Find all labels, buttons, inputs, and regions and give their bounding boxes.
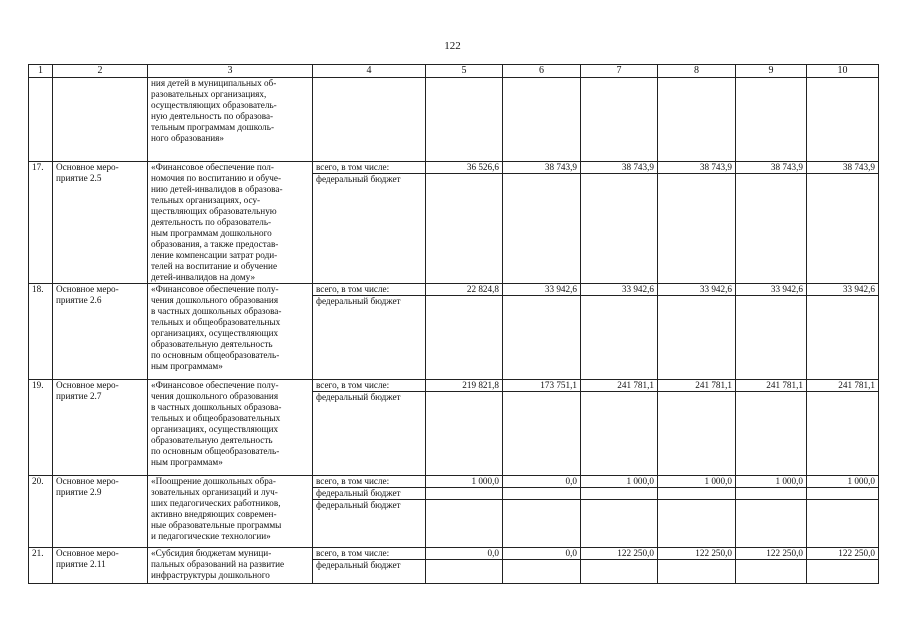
value-cell: 38 743,9: [807, 162, 879, 174]
value-cell: 0,0: [503, 476, 581, 488]
value-cell: [736, 296, 807, 380]
event-name: Основное меро- приятие 2.11: [53, 548, 148, 584]
funding-label: федеральный бюджет: [313, 560, 426, 584]
value-cell: [581, 296, 658, 380]
value-cell: 241 781,1: [658, 380, 736, 392]
value-cell: [807, 78, 879, 162]
value-cell: 38 743,9: [581, 162, 658, 174]
value-cell: [736, 174, 807, 284]
event-description: «Финансовое обеспечение полу- чения дошкольного образования в частных дошкольных образова- тельных и общеобразовательных организациях, осуществляющих образовательную деятельность по основным общеобразователь- ным программам»: [148, 380, 313, 476]
value-cell: [658, 174, 736, 284]
value-cell: [426, 560, 503, 584]
value-cell: [503, 296, 581, 380]
value-cell: [658, 78, 736, 162]
event-description: «Финансовое обеспечение полу- чения дошкольного образования в частных дошкольных образова- тельных и общеобразовательных организациях, осуществляющих образовательную деятельность по основным общеобразователь- ным программам»: [148, 284, 313, 380]
event-name: [53, 78, 148, 162]
value-cell: [503, 392, 581, 476]
funding-label: федеральный бюджет: [313, 296, 426, 380]
value-cell: 33 942,6: [658, 284, 736, 296]
row-number: 19.: [29, 380, 53, 476]
funding-label: [313, 78, 426, 162]
value-cell: 33 942,6: [736, 284, 807, 296]
value-cell: 0,0: [426, 548, 503, 560]
value-cell: 33 942,6: [581, 284, 658, 296]
value-cell: [426, 78, 503, 162]
value-cell: [426, 296, 503, 380]
value-cell: [503, 560, 581, 584]
header-cell: 4: [313, 65, 426, 78]
header-cell: 7: [581, 65, 658, 78]
value-cell: [736, 392, 807, 476]
table-row: [29, 476, 879, 488]
value-cell: [807, 174, 879, 284]
row-number: [29, 78, 53, 162]
value-cell: [581, 560, 658, 584]
header-cell: 10: [807, 65, 879, 78]
value-cell: 122 250,0: [807, 548, 879, 560]
value-cell: 1 000,0: [658, 476, 736, 488]
value-cell: [581, 488, 658, 500]
value-cell: 241 781,1: [807, 380, 879, 392]
table-row: [29, 162, 879, 174]
funding-label: федеральный бюджет: [313, 488, 426, 500]
header-cell: 8: [658, 65, 736, 78]
row-number: 21.: [29, 548, 53, 584]
value-cell: 36 526,6: [426, 162, 503, 174]
value-cell: [736, 488, 807, 500]
column-number-row: [29, 65, 879, 78]
page-number: 122: [444, 40, 461, 52]
value-cell: 33 942,6: [503, 284, 581, 296]
value-cell: 122 250,0: [736, 548, 807, 560]
value-cell: [503, 78, 581, 162]
row-number: 20.: [29, 476, 53, 548]
row-number: 18.: [29, 284, 53, 380]
funding-label: федеральный бюджет: [313, 392, 426, 476]
event-name: Основное меро- приятие 2.5: [53, 162, 148, 284]
value-cell: 1 000,0: [736, 476, 807, 488]
table-row: [29, 548, 879, 560]
total-label: всего, в том числе:: [313, 476, 426, 488]
value-cell: [736, 78, 807, 162]
value-cell: 0,0: [503, 548, 581, 560]
value-cell: [503, 488, 581, 500]
value-cell: [426, 488, 503, 500]
value-cell: [581, 78, 658, 162]
value-cell: 219 821,8: [426, 380, 503, 392]
event-description: «Поощрение дошкольных обра- зовательных организаций и луч- ших педагогических работников, активно внедряющих современ- ные образовательные программы и педагогические технологии»: [148, 476, 313, 548]
value-cell: 38 743,9: [736, 162, 807, 174]
row-number: 17.: [29, 162, 53, 284]
header-cell: 2: [53, 65, 148, 78]
value-cell: [503, 500, 581, 548]
value-cell: [426, 500, 503, 548]
value-cell: 1 000,0: [807, 476, 879, 488]
value-cell: 122 250,0: [658, 548, 736, 560]
funding-label: федеральный бюджет: [313, 174, 426, 284]
value-cell: [807, 296, 879, 380]
value-cell: 1 000,0: [426, 476, 503, 488]
header-cell: 9: [736, 65, 807, 78]
value-cell: 1 000,0: [581, 476, 658, 488]
value-cell: [581, 500, 658, 548]
value-cell: [426, 174, 503, 284]
value-cell: 241 781,1: [736, 380, 807, 392]
value-cell: 33 942,6: [807, 284, 879, 296]
value-cell: 38 743,9: [658, 162, 736, 174]
value-cell: [581, 174, 658, 284]
event-name: Основное меро- приятие 2.6: [53, 284, 148, 380]
total-label: всего, в том числе:: [313, 284, 426, 296]
value-cell: [658, 296, 736, 380]
table-row: [29, 284, 879, 296]
value-cell: [807, 392, 879, 476]
value-cell: [807, 488, 879, 500]
value-cell: [807, 500, 879, 548]
value-cell: 22 824,8: [426, 284, 503, 296]
value-cell: 122 250,0: [581, 548, 658, 560]
event-name: Основное меро- приятие 2.7: [53, 380, 148, 476]
funding-label: федеральный бюджет: [313, 500, 426, 548]
value-cell: [426, 392, 503, 476]
event-description: ния детей в муниципальных об- разовательных организациях, осуществляющих образователь- ную деятельность по образова- тельным программам дошколь- ного образования»: [148, 78, 313, 162]
header-cell: 3: [148, 65, 313, 78]
value-cell: [658, 500, 736, 548]
value-cell: 38 743,9: [503, 162, 581, 174]
value-cell: [736, 500, 807, 548]
budget-table: [28, 64, 879, 584]
continuation-row: [29, 78, 879, 162]
event-description: «Субсидия бюджетам муници- пальных образований на развитие инфраструктуры дошкольного: [148, 548, 313, 584]
table-row: [29, 380, 879, 392]
value-cell: [581, 392, 658, 476]
header-cell: 6: [503, 65, 581, 78]
value-cell: 173 751,1: [503, 380, 581, 392]
value-cell: [658, 560, 736, 584]
event-name: Основное меро- приятие 2.9: [53, 476, 148, 548]
total-label: всего, в том числе:: [313, 380, 426, 392]
event-description: «Финансовое обеспечение пол- номочия по воспитанию и обуче- нию детей-инвалидов в образова- тельных организациях, осу- ществляющих образовательную деятельность по образователь- ным программам дошкольного образования, а также предостав- ление компенсации затрат роди- телей на воспитание и обучение детей-инвалидов на дому»: [148, 162, 313, 284]
header-cell: 5: [426, 65, 503, 78]
total-label: всего, в том числе:: [313, 548, 426, 560]
header-cell: 1: [29, 65, 53, 78]
value-cell: [658, 488, 736, 500]
value-cell: [736, 560, 807, 584]
value-cell: [503, 174, 581, 284]
value-cell: [807, 560, 879, 584]
total-label: всего, в том числе:: [313, 162, 426, 174]
value-cell: [658, 392, 736, 476]
value-cell: 241 781,1: [581, 380, 658, 392]
